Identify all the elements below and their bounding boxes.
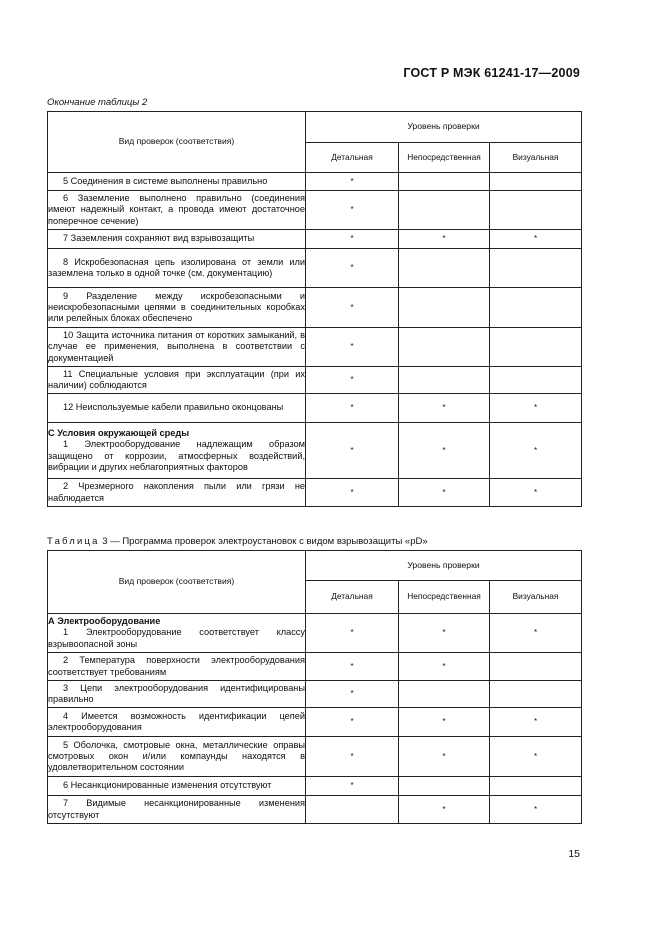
detailed-mark: * [306,708,399,737]
visual-mark [490,777,582,796]
check-description: 9 Разделение между искробезопасными и неискробезопасными цепями в соединительных коробках или релейных блоках обеспечено [48,290,305,324]
table-row [48,777,582,796]
check-description-cell [48,737,306,777]
visual-mark [490,653,582,681]
direct-mark [399,367,490,394]
direct-mark: * [399,796,490,824]
check-description-cell [48,614,306,653]
table-row [48,328,582,367]
check-description-cell [48,796,306,824]
table-row [48,394,582,423]
direct-mark: * [399,394,490,423]
visual-mark [490,173,582,191]
table-row [48,230,582,249]
detailed-mark: * [306,423,399,479]
check-description: 12 Неиспользуемые кабели правильно оконцованы [63,402,284,413]
detailed-mark: * [306,191,399,230]
detailed-mark: * [306,249,399,288]
check-description: 10 Защита источника питания от коротких замыканий, в случае ее применения, выполнена в соответствии с документацией [48,330,305,363]
check-description: 2 Чрезмерного накопления пыли или грязи не наблюдается [48,481,305,503]
visual-mark: * [490,796,582,824]
direct-mark [399,328,490,367]
table-row [48,653,582,681]
visual-mark [490,681,582,708]
check-description-cell [48,653,306,681]
table-row [48,191,582,230]
col-header-check-level: Уровень проверки [306,551,582,581]
detailed-mark: * [306,777,399,796]
direct-mark [399,191,490,230]
direct-mark: * [399,737,490,777]
col-header-check-type: Вид проверок (соответствия) [48,112,306,173]
col-header-direct: Непосредственная [399,581,490,614]
direct-mark [399,288,490,328]
detailed-mark: * [306,230,399,249]
check-description-cell [48,394,306,423]
col-header-detailed: Детальная [306,581,399,614]
table-row [48,708,582,737]
detailed-mark: * [306,394,399,423]
table-row [48,681,582,708]
table-3 [47,550,582,824]
detailed-mark: * [306,681,399,708]
check-description: 4 Имеется возможность идентификации цепей электрооборудования [48,710,305,732]
table-row [48,249,582,288]
check-description-cell [48,230,306,249]
check-description: 6 Несанкционированные изменения отсутствуют [63,780,272,791]
detailed-mark: * [306,614,399,653]
table2-caption: Окончание таблицы 2 [47,97,148,108]
detailed-mark: * [306,653,399,681]
direct-mark [399,777,490,796]
standard-designation: ГОСТ Р МЭК 61241-17—2009 [403,66,580,80]
check-description: 7 Видимые несанкционированные изменения отсутствуют [48,798,305,820]
check-description-cell [48,173,306,191]
direct-mark: * [399,479,490,507]
direct-mark: * [399,423,490,479]
table3-caption-prefix: Таблица [47,536,100,547]
col-header-direct: Непосредственная [399,143,490,173]
check-description-cell [48,249,306,288]
direct-mark [399,249,490,288]
section-heading: А Электрооборудование [48,616,161,627]
col-header-check-level: Уровень проверки [306,112,582,143]
direct-mark: * [399,708,490,737]
table-row [48,423,582,479]
direct-mark: * [399,653,490,681]
table3-caption [47,536,428,547]
direct-mark: * [399,614,490,653]
visual-mark: * [490,737,582,777]
visual-mark: * [490,230,582,249]
direct-mark: * [399,230,490,249]
table-row [48,737,582,777]
col-header-visual: Визуальная [490,143,582,173]
detailed-mark: * [306,479,399,507]
col-header-visual: Визуальная [490,581,582,614]
check-description: 1 Электрооборудование соответствует классу взрывоопасной зоны [48,627,305,649]
table-row [48,288,582,328]
visual-mark: * [490,479,582,507]
check-description-cell [48,423,306,479]
table-row [48,479,582,507]
table-row [48,796,582,824]
visual-mark: * [490,614,582,653]
table-2-body [48,173,582,507]
check-description: 6 Заземление выполнено правильно (соединения имеют надежный контакт, а провода имеют достаточное поперечное сечение) [48,193,305,226]
check-description-cell [48,191,306,230]
detailed-mark: * [306,328,399,367]
visual-mark [490,191,582,230]
check-description: 1 Электрооборудование надлежащим образом защищено от коррозии, атмосферных воздействий, вибрации и других неблагоприятных факторов [48,439,305,472]
visual-mark: * [490,423,582,479]
table-row [48,173,582,191]
direct-mark [399,681,490,708]
table-row [48,614,582,653]
visual-mark: * [490,394,582,423]
detailed-mark: * [306,737,399,777]
check-description: 8 Искробезопасная цепь изолирована от земли или заземлена только в одной точке (см. документацию) [48,256,305,278]
check-description: 3 Цепи электрооборудования идентифицированы правильно [48,682,305,704]
check-description: 5 Соединения в системе выполнены правильно [63,175,268,186]
check-description-cell [48,288,306,328]
detailed-mark: * [306,367,399,394]
table-3-body [48,614,582,824]
visual-mark [490,328,582,367]
col-header-detailed: Детальная [306,143,399,173]
visual-mark: * [490,708,582,737]
check-description-cell [48,328,306,367]
direct-mark [399,173,490,191]
detailed-mark [306,796,399,824]
check-description: 5 Оболочка, смотровые окна, металлические оправы смотровых окон и/или компаунды находятся в удовлетворительном состоянии [48,739,305,773]
visual-mark [490,249,582,288]
check-description-cell [48,708,306,737]
check-description: 2 Температура поверхности электрооборудования соответствует требованиям [48,655,305,677]
detailed-mark: * [306,288,399,328]
visual-mark [490,288,582,328]
col-header-check-type: Вид проверок (соответствия) [48,551,306,614]
check-description-cell [48,367,306,394]
page-number: 15 [568,848,580,860]
visual-mark [490,367,582,394]
check-description-cell [48,777,306,796]
section-heading: С Условия окружающей среды [48,428,190,439]
table3-caption-title: 3 — Программа проверок электроустановок с видом взрывозащиты «pD» [99,536,428,547]
check-description-cell [48,681,306,708]
check-description-cell [48,479,306,507]
table-row [48,367,582,394]
detailed-mark: * [306,173,399,191]
check-description: 7 Заземления сохраняют вид взрывозащиты [63,233,255,244]
check-description: 11 Специальные условия при эксплуатации (при их наличии) соблюдаются [48,368,305,390]
table-2-end [47,111,582,507]
